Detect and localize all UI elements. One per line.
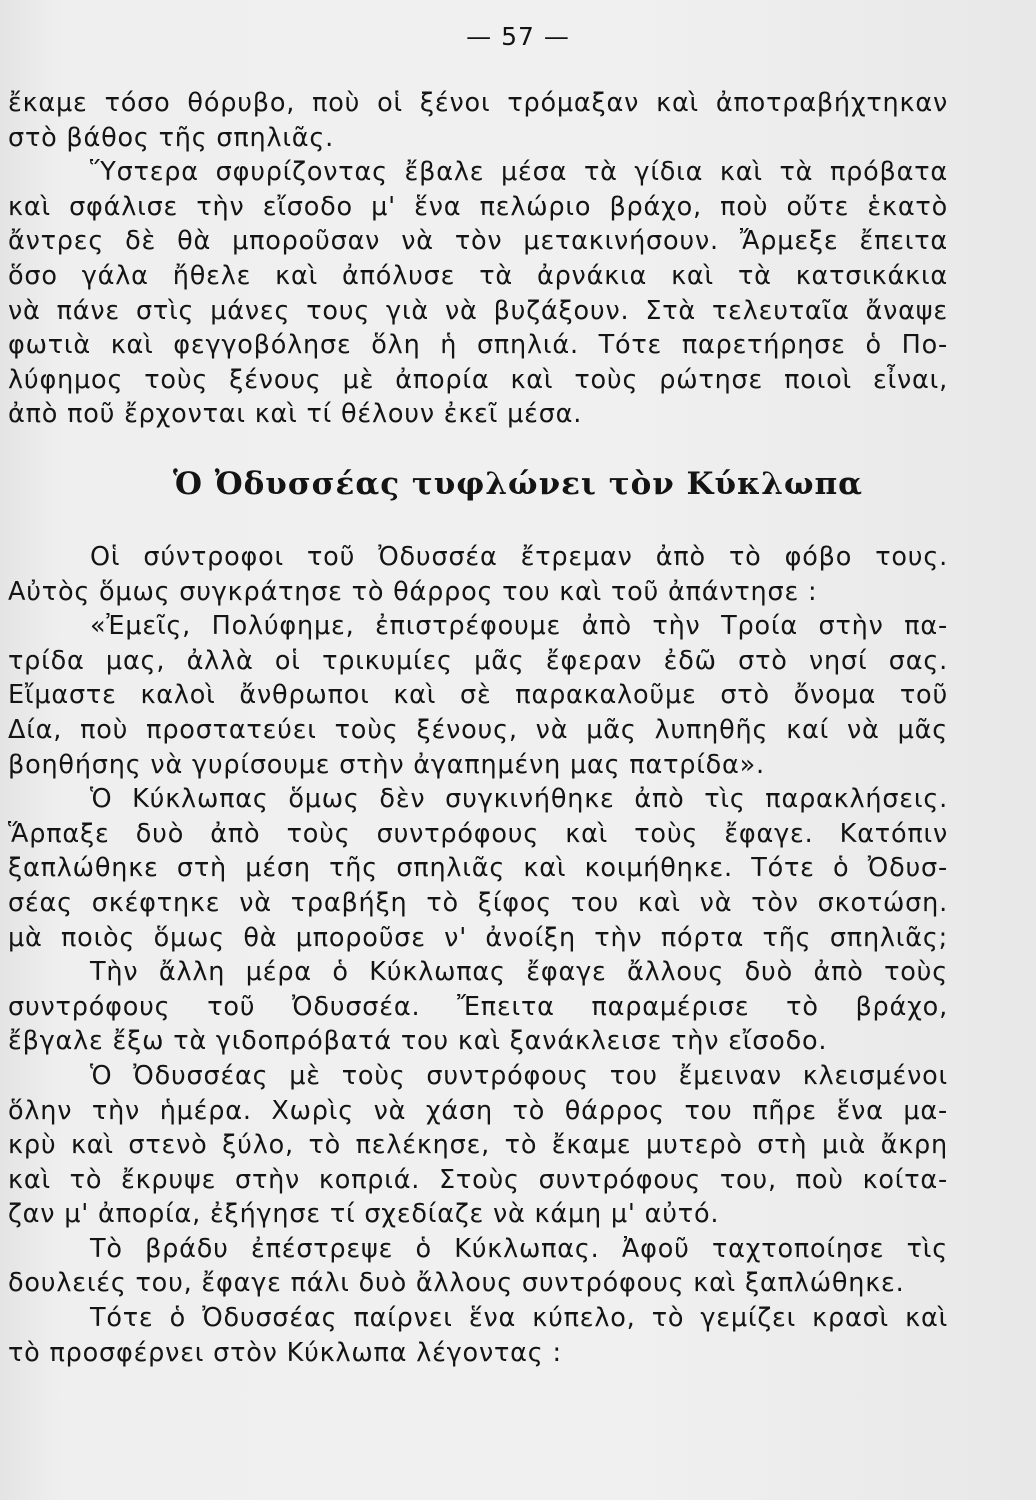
text-block-intro (8, 86, 948, 432)
text-line: τὸ προσφέρνει στὸν Κύκλωπα λέγοντας : (8, 1337, 562, 1368)
text-line: δουλειές του, ἔφαγε πάλι δυὸ ἄλλους συντρόφους καὶ ξαπλώθηκε. (8, 1268, 905, 1299)
text-line: ὅσο γάλα ἤθελε καὶ ἀπόλυσε τὰ ἀρνάκια καὶ τὰ κατσικάκια (8, 260, 948, 291)
text-line: τρίδα μας, ἀλλὰ οἱ τρικυμίες μᾶς ἔφεραν ἐδῶ στὸ νησί σας. (8, 645, 948, 676)
text-line: καὶ σφάλισε τὴν εἴσοδο μ' ἕνα πελώριο βράχο, ποὺ οὔτε ἑκατὸ (8, 191, 948, 222)
text-line: Ὁ Ὀδυσσέας μὲ τοὺς συντρόφους του ἔμειναν κλεισμένοι (90, 1060, 948, 1091)
text-line: Δία, ποὺ προστατεύει τοὺς ξένους, νὰ μᾶς λυπηθῆς καί νὰ μᾶς (8, 714, 948, 745)
text-line: κρὺ καὶ στενὸ ξύλο, τὸ πελέκησε, τὸ ἔκαμε μυτερὸ στὴ μιὰ ἄκρη (8, 1130, 948, 1161)
text-line: ἔκαμε τόσο θόρυβο, ποὺ οἱ ξένοι τρόμαξαν καὶ ἀποτραβήχτηκαν (8, 88, 948, 118)
text-line: Ἅρπαξε δυὸ ἀπὸ τοὺς συντρόφους καὶ τοὺς ἔφαγε. Κατόπιν (8, 818, 948, 849)
text-line: ἔβγαλε ἔξω τὰ γιδοπρόβατά του καὶ ξανάκλεισε τὴν εἴσοδο. (8, 1026, 828, 1057)
text-line: Ὁ Κύκλωπας ὅμως δὲν συγκινήθηκε ἀπὸ τὶς παρακλήσεις. (90, 784, 948, 815)
text-line: ὅλην τὴν ἡμέρα. Χωρὶς νὰ χάση τὸ θάρρος του πῆρε ἕνα μα- (8, 1095, 948, 1126)
text-line: Εἴμαστε καλοὶ ἄνθρωποι καὶ σὲ παρακαλοῦμε στὸ ὄνομα τοῦ (8, 680, 948, 711)
text-line: ζαν μ' ἀπορία, ἐξήγησε τί σχεδίαζε νὰ κάμη μ' αὐτό. (8, 1199, 720, 1230)
text-line: Αὐτὸς ὅμως συγκράτησε τὸ θάρρος του καὶ τοῦ ἀπάντησε : (8, 576, 818, 607)
text-line: σέας σκέφτηκε νὰ τραβήξη τὸ ξίφος του καὶ νὰ τὸν σκοτώση. (8, 887, 948, 918)
text-line: λύφημος τοὺς ξένους μὲ ἀπορία καὶ τοὺς ρώτησε ποιοὶ εἶναι, (8, 364, 948, 395)
text-line: «Ἐμεῖς, Πολύφημε, ἐπιστρέφουμε ἀπὸ τὴν Τροία στὴν πα- (90, 611, 948, 642)
text-block-main (8, 540, 948, 1370)
text-line: Τὸ βράδυ ἐπέστρεψε ὁ Κύκλωπας. Ἀφοῦ ταχτοποίησε τὶς (90, 1233, 948, 1264)
text-line: Τότε ὁ Ὀδυσσέας παίρνει ἕνα κύπελο, τὸ γεμίζει κρασὶ καὶ (90, 1303, 948, 1334)
text-line: ἄντρες δὲ θὰ μποροῦσαν νὰ τὸν μετακινήσουν. Ἄρμεξε ἔπειτα (8, 226, 948, 257)
text-line: καὶ τὸ ἔκρυψε στὴν κοπριά. Στοὺς συντρόφους του, ποὺ κοίτα- (8, 1164, 948, 1195)
text-line: νὰ πάνε στὶς μάνες τους γιὰ νὰ βυζάξουν. Στὰ τελευταῖα ἄναψε (8, 295, 948, 326)
text-line: φωτιὰ καὶ φεγγοβόλησε ὅλη ἡ σπηλιά. Τότε παρετήρησε ὁ Πο- (8, 330, 948, 361)
text-line: ξαπλώθηκε στὴ μέση τῆς σπηλιᾶς καὶ κοιμήθηκε. Τότε ὁ Ὀδυσ- (8, 853, 948, 884)
text-line: βοηθήσης νὰ γυρίσουμε στὴν ἀγαπημένη μας πατρίδα». (8, 749, 765, 780)
page-number: — 57 — (466, 22, 570, 51)
text-line: Ὕστερα σφυρίζοντας ἔβαλε μέσα τὰ γίδια καὶ τὰ πρόβατα (90, 157, 948, 188)
text-line: ἀπὸ ποῦ ἔρχονται καὶ τί θέλουν ἐκεῖ μέσα. (8, 399, 583, 430)
text-line: στὸ βάθος τῆς σπηλιᾶς. (8, 122, 335, 153)
text-line: μὰ ποιὸς ὅμως θὰ μποροῦσε ν' ἀνοίξη τὴν πόρτα τῆς σπηλιᾶς; (8, 922, 948, 953)
text-line: συντρόφους τοῦ Ὀδυσσέα. Ἔπειτα παραμέρισε τὸ βράχο, (8, 991, 948, 1022)
text-line: Τὴν ἄλλη μέρα ὁ Κύκλωπας ἔφαγε ἄλλους δυὸ ἀπὸ τοὺς (90, 957, 948, 988)
text-line: Οἱ σύντροφοι τοῦ Ὀδυσσέα ἔτρεμαν ἀπὸ τὸ φόβο τους. (90, 542, 948, 572)
section-heading: Ὁ Ὀδυσσέας τυφλώνει τὸν Κύκλωπα (172, 466, 864, 502)
